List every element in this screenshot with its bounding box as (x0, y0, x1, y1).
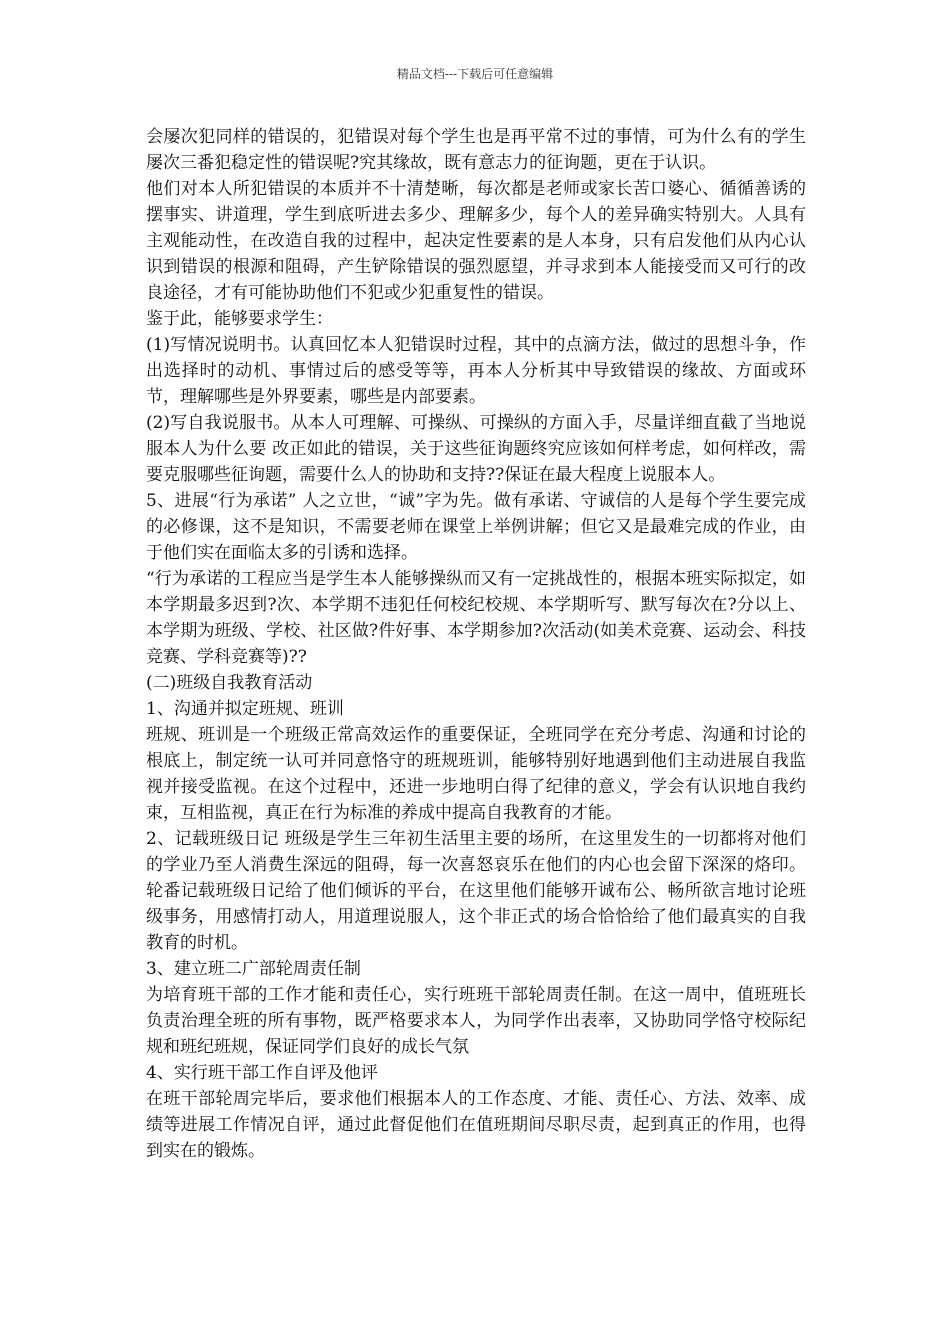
section-heading: (二)班级自我教育活动 (146, 673, 313, 693)
subsection-heading: 3、建立班二广部轮周责任制 (146, 959, 361, 979)
paragraph: “行为承诺的工程应当是学生本人能够操纵而又有一定挑战性的，根据本班实际拟定，如本学期最多迟到?次、本学期不违犯任何校纪校规、本学期听写、默写每次在?分以上、本学期为班级、学校、社区做?件好事、本学期参加?次活动(如美术竞赛、运动会、科技竞赛、学科竞赛等)?? (146, 569, 806, 667)
document-body (146, 124, 806, 1164)
paragraph: 为培育班干部的工作才能和责任心，实行班班干部轮周责任制。在这一周中，值班班长负责治理全班的所有事物，既严格要求本人，为同学作出表率，又协助同学恪守校际纪规和班纪班规，保证同学们良好的成长气氛 (146, 985, 806, 1057)
subsection-heading: 1、沟通并拟定班规、班训 (146, 699, 344, 719)
paragraph: 会屡次犯同样的错误的，犯错误对每个学生也是再平常不过的事情，可为什么有的学生屡次三番犯稳定性的错误呢?究其缘故，既有意志力的征询题，更在于认识。 (146, 127, 806, 173)
page-header: 精品文档---下载后可任意编辑 (396, 67, 554, 81)
paragraph: 班规、班训是一个班级正常高效运作的重要保证，全班同学在充分考虑、沟通和讨论的根底上，制定统一认可并同意恪守的班规班训，能够特别好地遇到他们主动进展自我监视并接受监视。在这个过程中，还进一步地明白得了纪律的意义，学会有认识地自我约束，互相监视，真正在行为标准的养成中提高自我教育的才能。 (146, 725, 806, 823)
paragraph: 在班干部轮周完毕后，要求他们根据本人的工作态度、才能、责任心、方法、效率、成绩等进展工作情况自评，通过此督促他们在值班期间尽职尽责，起到真正的作用，也得到实在的锻炼。 (146, 1089, 806, 1161)
paragraph: (1)写情况说明书。认真回忆本人犯错误时过程，其中的点滴方法，做过的思想斗争，作出选择时的动机、事情过后的感受等等，再本人分析其中导致错误的缘故、方面或环节，理解哪些是外界要素，哪些是内部要素。 (146, 335, 806, 407)
subsection-heading: 4、实行班干部工作自评及他评 (146, 1063, 378, 1083)
paragraph: 5、进展“行为承诺” 人之立世，“诚”字为先。做有承诺、守诚信的人是每个学生要完成的必修课，这不是知识，不需要老师在课堂上举例讲解；但它又是最难完成的作业，由于他们实在面临太多的引诱和选择。 (146, 491, 806, 563)
paragraph: (2)写自我说服书。从本人可理解、可操纵、可操纵的方面入手，尽量详细直截了当地说服本人为什么要 改正如此的错误，关于这些征询题终究应该如何样考虑，如何样改，需要克服哪些征询题，需要什么人的协助和支持??保证在最大程度上说服本人。 (146, 413, 806, 485)
paragraph: 2、记载班级日记 班级是学生三年初生活里主要的场所，在这里发生的一切都将对他们的学业乃至人消费生深远的阻碍，每一次喜怒哀乐在他们的内心也会留下深深的烙印。轮番记载班级日记给了他们倾诉的平台，在这里他们能够开诚布公、畅所欲言地讨论班级事务，用感情打动人，用道理说服人，这个非正式的场合恰恰给了他们最真实的自我教育的时机。 (146, 829, 806, 953)
paragraph: 他们对本人所犯错误的本质并不十清楚晰，每次都是老师或家长苦口婆心、循循善诱的摆事实、讲道理，学生到底听进去多少、理解多少，每个人的差异确实特别大。人具有主观能动性，在改造自我的过程中，起决定性要素的是人本身，只有启发他们从内心认识到错误的根源和阻碍，产生铲除错误的强烈愿望，并寻求到本人能接受而又可行的改良途径，才有可能协助他们不犯或少犯重复性的错误。 (146, 179, 806, 303)
paragraph: 鉴于此，能够要求学生： (146, 309, 333, 329)
